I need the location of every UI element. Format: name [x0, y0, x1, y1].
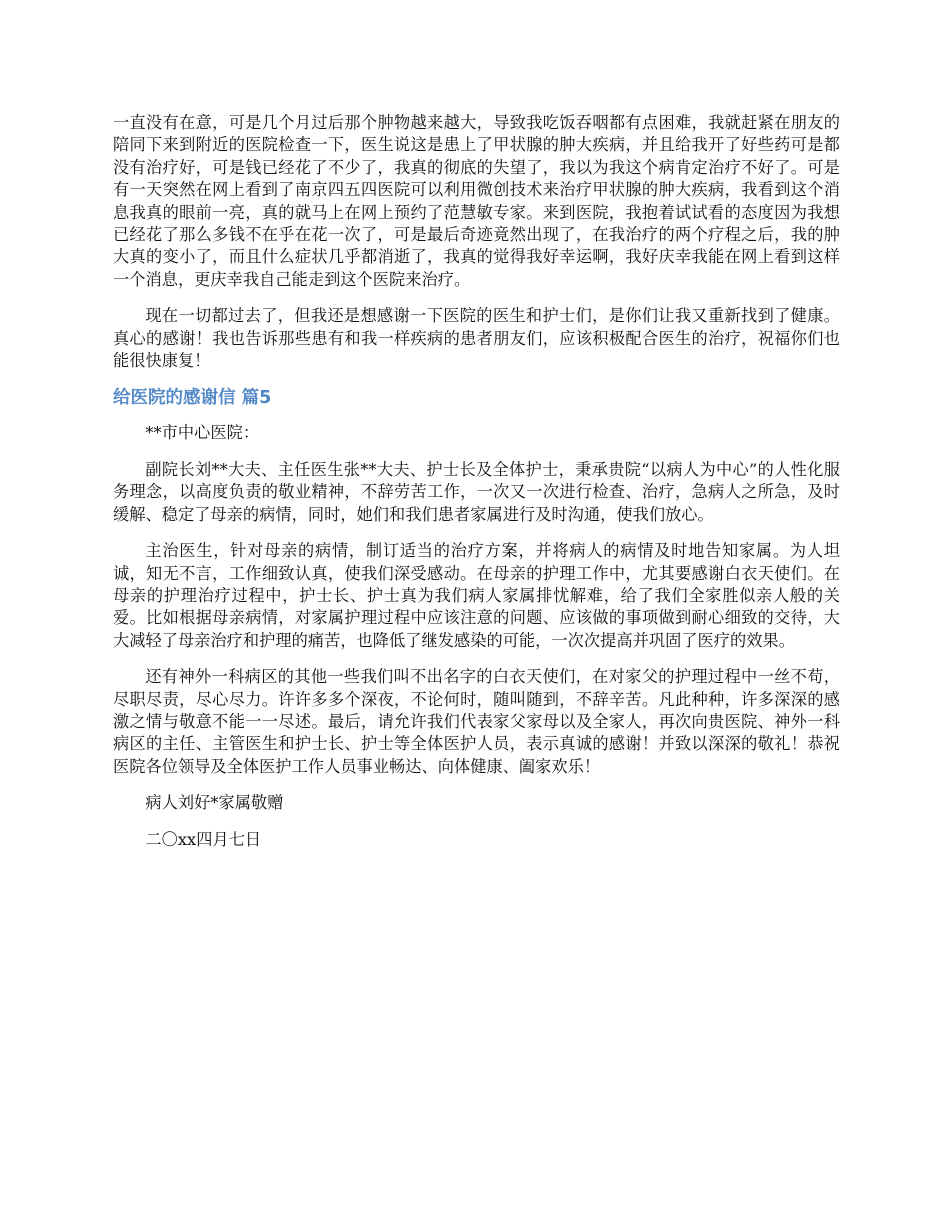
body-paragraph-2: 主治医生，针对母亲的病情，制订适当的治疗方案，并将病人的病情及时地告知家属。为人坦诚，知无不言，工作细致认真，使我们深受感动。在母亲的护理工作中，尤其要感谢白衣天使们。在母亲的护理治疗过程中，护士长、护士真为我们病人家属排忧解难，给了我们全家胜似亲人般的关爱。比如根据母亲病情，对家属护理过程中应该注意的问题、应该做的事项做到耐心细致的交待，大大减轻了母亲治疗和护理的痛苦，也降低了继发感染的可能，一次次提高并巩固了医疗的效果。 — [113, 541, 840, 650]
signature: 病人刘好*家属敬赠 — [145, 793, 284, 813]
intro-paragraph-2: 现在一切都过去了，但我还是想感谢一下医院的医生和护士们，是你们让我又重新找到了健康。真心的感谢！我也告诉那些患有和我一样疾病的患者朋友们，应该积极配合医生的治疗，祝福你们也能很快康复！ — [113, 306, 840, 371]
intro-paragraph-1: 一直没有在意，可是几个月过后那个肿物越来越大，导致我吃饭吞咽都有点困难，我就赶紧在朋友的陪同下来到附近的医院检查一下，医生说这是患上了甲状腺的肿大疾病，并且给我开了好些药可是都没有治疗好，可是钱已经花了不少了，我真的彻底的失望了，我以为我这个病肯定治疗不好了。可是有一天突然在网上看到了南京四五四医院可以利用微创技术来治疗甲状腺的肿大疾病，我看到这个消息我真的眼前一亮，真的就马上在网上预约了范慧敏专家。来到医院，我抱着试试看的态度因为我想已经花了那么多钱不在乎在花一次了，可是最后奇迹竟然出现了，在我治疗的两个疗程之后，我的肿大真的变小了，而且什么症状几乎都消逝了，我真的觉得我好幸运啊，我好庆幸我能在网上看到这样一个消息，更庆幸我自己能走到这个医院来治疗。 — [113, 113, 840, 289]
salutation: **市中心医院： — [145, 423, 260, 443]
body-paragraph-1: 副院长刘**大夫、主任医生张**大夫、护士长及全体护士，秉承贵院“以病人为中心”的人性化服务理念，以高度负责的敬业精神，不辞劳苦工作，一次又一次进行检查、治疗，急病人之所急，及时缓解、稳定了母亲的病情，同时，她们和我们患者家属进行及时沟通，使我们放心。 — [113, 459, 840, 524]
letter-document — [113, 112, 840, 865]
section-heading: 给医院的感谢信 篇5 — [113, 388, 272, 409]
letter-date: 二〇xx四月七日 — [145, 829, 262, 849]
body-paragraph-3: 还有神外一科病区的其他一些我们叫不出名字的白衣天使们，在对家父的护理过程中一丝不苟，尽职尽责，尽心尽力。许许多多个深夜，不论何时，随叫随到，不辞辛苦。凡此种种，许多深深的感激之情与敬意不能一一尽述。最后，请允许我们代表家父家母以及全家人，再次向贵医院、神外一科病区的主任、主管医生和护士长、护士等全体医护人员，表示真诚的感谢！并致以深深的敬礼！恭祝医院各位领导及全体医护工作人员事业畅达、向体健康、阖家欢乐！ — [113, 667, 840, 776]
